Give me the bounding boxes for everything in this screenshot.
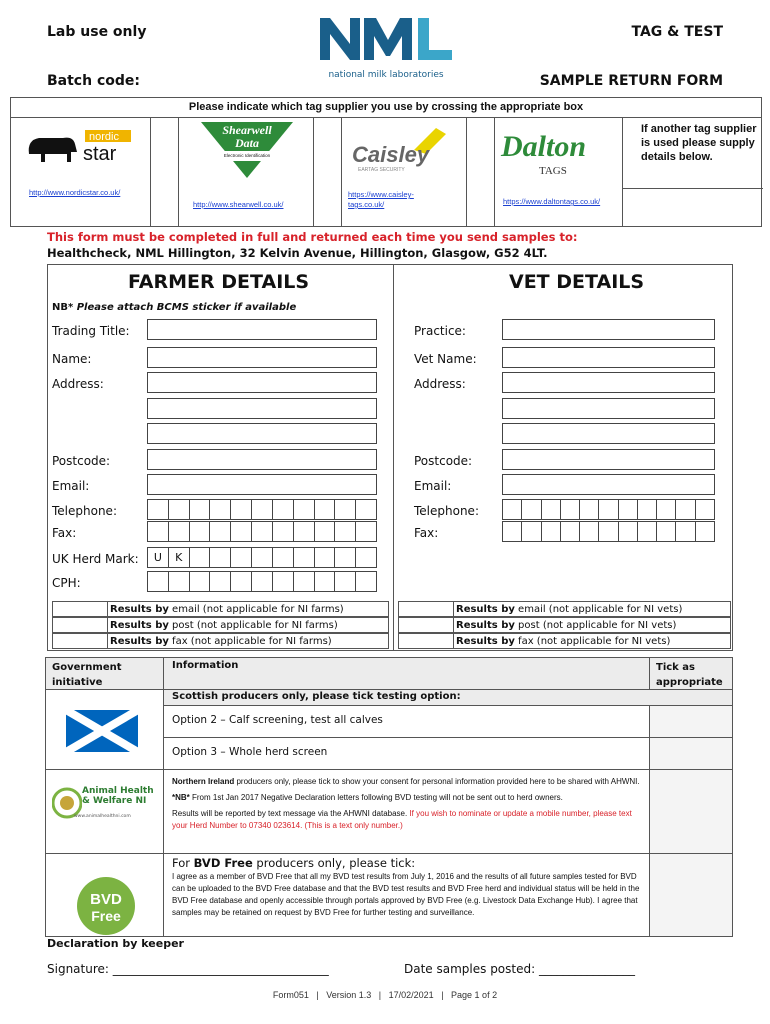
farmer-postcode-field[interactable] (147, 449, 377, 470)
supplier-cell-dalton (495, 118, 623, 227)
vet-results-fax-row[interactable] (398, 633, 731, 649)
farmer-results-email-checkbox[interactable] (53, 602, 108, 616)
vet-address-field-3[interactable] (502, 423, 715, 444)
bvd-consent-text: I agree as a member of BVD Free that all my BVD test results from July 1, 2016 and the results of all future samples tested for BVD can be uploaded to the BVD Free database and that the BVD test results and BVD Free herd and individual status will be held in the BVD Free database and openly accessible through portals approved by BVD Free (e.g. Livestock Data Exchange Hub). I agree that samples may be retained on request by BVD Free for further testing and surveillance. (172, 872, 640, 917)
caisley-logo (350, 124, 460, 174)
farmer-results-post-row[interactable] (52, 617, 389, 633)
ahwni-logo (52, 782, 158, 826)
farmer-email-field[interactable] (147, 474, 377, 495)
bvd-free-logo (76, 876, 136, 936)
other-supplier-note: If another tag supplier is used please supply details below. (641, 123, 757, 163)
bvd-tick-box[interactable] (650, 854, 732, 936)
col-gov-header: Government initiative (46, 658, 164, 690)
farmer-name-label: Name: (52, 352, 92, 366)
shearwell-link[interactable]: http://www.shearwell.co.uk/ (193, 200, 284, 209)
herd-mark-k: K (169, 548, 190, 567)
tag-test-label: TAG & TEST (631, 24, 723, 40)
farmer-fax-grid[interactable] (147, 521, 377, 542)
signature-line[interactable]: Signature: ____________________________________ (47, 962, 329, 976)
vet-name-field[interactable] (502, 347, 715, 368)
cph-label: CPH: (52, 576, 81, 590)
svg-text:Data: Data (235, 136, 259, 150)
caisley-cross-box[interactable] (467, 118, 495, 227)
svg-text:TAGS: TAGS (539, 165, 567, 177)
vet-fax-label: Fax: (414, 526, 439, 540)
nordic-star-logo (25, 126, 135, 166)
svg-text:BVD: BVD (90, 891, 122, 908)
farmer-telephone-grid[interactable] (147, 499, 377, 520)
farmer-address-field-3[interactable] (147, 423, 377, 444)
vet-address-field-1[interactable] (502, 372, 715, 393)
herd-mark-label: UK Herd Mark: (52, 552, 139, 566)
farmer-details-title: FARMER DETAILS (128, 271, 310, 293)
nml-logo-subtitle: national milk laboratories (328, 70, 444, 80)
ni-logo-cell (46, 770, 164, 854)
bvd-info-cell (164, 854, 650, 936)
vet-postcode-field[interactable] (502, 449, 715, 470)
farmer-results-post-checkbox[interactable] (53, 618, 108, 632)
svg-text:Dalton: Dalton (501, 130, 587, 163)
vet-results-email-label: Results by email (not applicable for NI vets) (456, 604, 683, 615)
shearwell-logo (197, 120, 297, 180)
supplier-instruction: Please indicate which tag supplier you use by crossing the appropriate box (11, 98, 761, 118)
farmer-fax-label: Fax: (52, 526, 77, 540)
form-title: SAMPLE RETURN FORM (539, 73, 723, 89)
nordic-star-link[interactable]: http://www.nordicstar.co.uk/ (29, 188, 121, 197)
footer: Form051 | Version 1.3 | 17/02/2021 | Page 1 of 2 (272, 990, 498, 1000)
practice-label: Practice: (414, 324, 466, 338)
supplier-table (10, 97, 762, 227)
farmer-results-fax-label: Results by fax (not applicable for NI farms) (110, 636, 332, 647)
option3-tick-box[interactable] (650, 738, 732, 770)
trading-title-field[interactable] (147, 319, 377, 340)
svg-text:nordic: nordic (89, 131, 119, 143)
farmer-results-email-label: Results by email (not applicable for NI farms) (110, 604, 344, 615)
option2-tick-box[interactable] (650, 706, 732, 738)
svg-text:EARTAG SECURITY: EARTAG SECURITY (358, 167, 405, 173)
farmer-postcode-label: Postcode: (52, 454, 111, 468)
practice-field[interactable] (502, 319, 715, 340)
notice-address: Healthcheck, NML Hillington, 32 Kelvin Avenue, Hillington, Glasgow, G52 4LT. (47, 246, 548, 260)
other-supplier-details-box[interactable] (623, 188, 763, 227)
farmer-address-label: Address: (52, 377, 104, 391)
vet-email-field[interactable] (502, 474, 715, 495)
vet-details-title: VET DETAILS (509, 271, 645, 293)
option3-label: Option 3 – Whole herd screen (164, 738, 650, 770)
svg-text:star: star (83, 143, 117, 165)
scottish-heading: Scottish producers only, please tick testing option: (164, 690, 732, 706)
cph-grid[interactable] (147, 571, 377, 592)
vet-postcode-label: Postcode: (414, 454, 473, 468)
farmer-results-fax-row[interactable] (52, 633, 389, 649)
other-supplier-cell (623, 118, 763, 227)
farmer-results-post-label: Results by post (not applicable for NI farms) (110, 620, 338, 631)
ni-nb-text: *NB* From 1st Jan 2017 Negative Declaration letters following BVD testing will not be sent out to herd owners. (172, 793, 563, 802)
farmer-name-field[interactable] (147, 347, 377, 368)
ahwni-logo-url: www.animalhealthni.com (74, 814, 131, 819)
scotland-flag-cell (46, 690, 164, 770)
vet-address-field-2[interactable] (502, 398, 715, 419)
vet-results-fax-checkbox[interactable] (399, 634, 454, 648)
supplier-cell-shearwell (179, 118, 314, 227)
option2-label: Option 2 – Calf screening, test all calves (164, 706, 650, 738)
declaration-title: Declaration by keeper (47, 937, 184, 950)
vet-results-fax-label: Results by fax (not applicable for NI vets) (456, 636, 671, 647)
vet-telephone-grid[interactable] (502, 499, 715, 520)
bvd-heading: For BVD Free producers only, please tick: (172, 856, 416, 870)
trading-title-label: Trading Title: (52, 324, 130, 338)
ni-info-cell (164, 770, 650, 854)
herd-mark-grid[interactable] (147, 547, 377, 568)
vet-telephone-label: Telephone: (414, 504, 479, 518)
ni-tick-box[interactable] (650, 770, 732, 854)
vet-name-label: Vet Name: (414, 352, 477, 366)
col-tick-header: Tick as appropriate (650, 658, 732, 690)
scotland-flag-icon (66, 710, 138, 752)
svg-text:Electronic Identification: Electronic Identification (223, 153, 271, 158)
vet-email-label: Email: (414, 479, 452, 493)
ni-consent-text: Northern Ireland producers only, please tick to show your consent for personal information provided here to be shared with AHWNI. (172, 777, 640, 786)
dalton-link[interactable]: https://www.daltontags.co.uk/ (503, 197, 601, 206)
ahwni-logo-text: Animal Health & Welfare NI (82, 786, 154, 806)
shearwell-cross-box[interactable] (314, 118, 342, 227)
nml-logo (316, 10, 456, 80)
nordic-cross-box[interactable] (151, 118, 179, 227)
farmer-telephone-label: Telephone: (52, 504, 117, 518)
ni-results-text: Results will be reported by text message via the AHWNI database. If you wish to nominate or update a mobile number, please text your Herd Number to 07340 023614. (This is a text only number.) (172, 809, 632, 830)
vet-address-label: Address: (414, 377, 466, 391)
vet-results-post-label: Results by post (not applicable for NI vets) (456, 620, 677, 631)
details-divider (393, 264, 394, 651)
farmer-email-label: Email: (52, 479, 90, 493)
svg-text:Caisley: Caisley (352, 142, 430, 167)
farmer-address-field-1[interactable] (147, 372, 377, 393)
dalton-logo (499, 122, 609, 182)
bcms-note: NB* Please attach BCMS sticker if available (52, 302, 297, 313)
col-info-header: Information (164, 658, 650, 690)
batch-code-label: Batch code: (47, 73, 140, 89)
supplier-cell-nordic (11, 118, 151, 227)
vet-results-post-row[interactable] (398, 617, 731, 633)
vet-results-email-row[interactable] (398, 601, 731, 617)
date-posted-line[interactable]: Date samples posted: ________________ (404, 962, 635, 976)
government-table (45, 657, 733, 937)
caisley-link[interactable]: https://www.caisley-tags.co.uk/ (348, 190, 414, 209)
farmer-results-fax-checkbox[interactable] (53, 634, 108, 648)
vet-results-email-checkbox[interactable] (399, 602, 454, 616)
farmer-address-field-2[interactable] (147, 398, 377, 419)
farmer-results-email-row[interactable] (52, 601, 389, 617)
herd-mark-u: U (148, 548, 169, 567)
vet-results-post-checkbox[interactable] (399, 618, 454, 632)
supplier-cell-caisley (342, 118, 467, 227)
vet-fax-grid[interactable] (502, 521, 715, 542)
notice-red: This form must be completed in full and returned each time you send samples to: (47, 230, 578, 244)
svg-text:Shearwell: Shearwell (222, 123, 272, 137)
lab-use-only-label: Lab use only (47, 24, 147, 40)
svg-text:Free: Free (91, 908, 121, 924)
bvd-logo-cell (46, 854, 164, 936)
